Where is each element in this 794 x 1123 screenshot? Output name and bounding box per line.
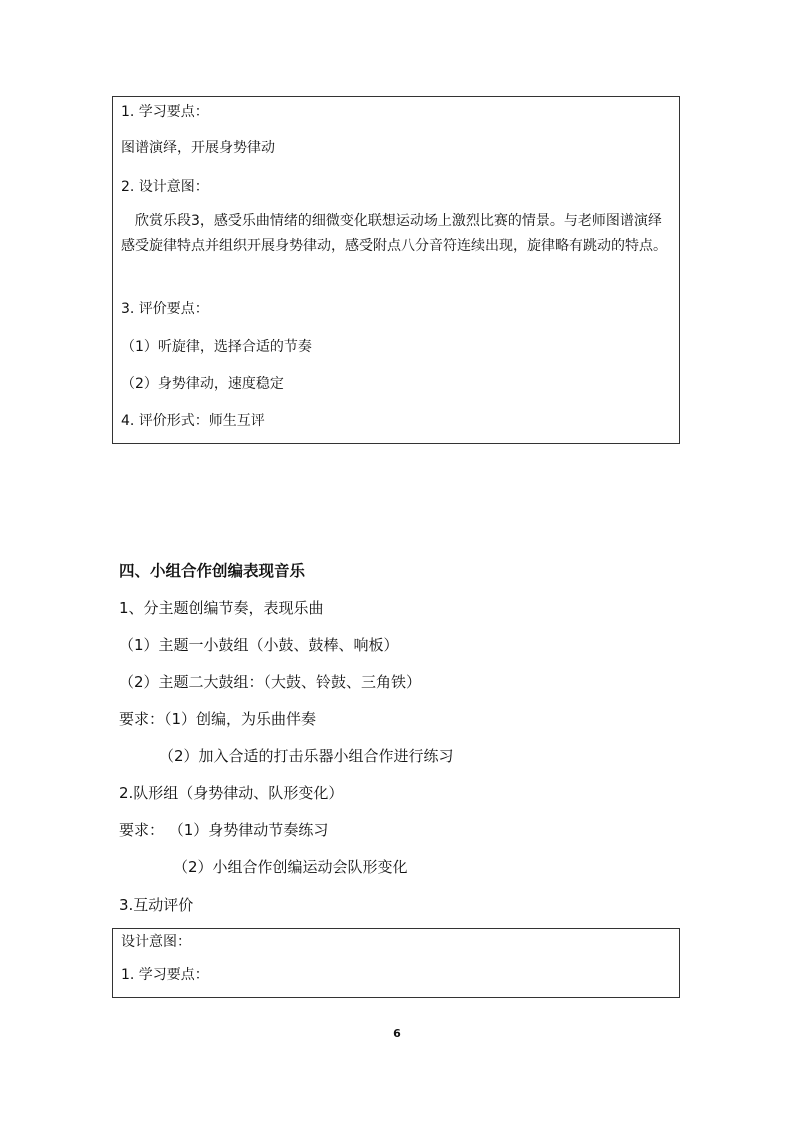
body-line-6: 2.队形组（身势律动、队形变化） <box>119 784 344 802</box>
body-line-4: 要求：（1）创编，为乐曲伴奏 <box>119 710 317 728</box>
evaluation-point-2: （2）身势律动，速度稳定 <box>121 376 284 392</box>
page-number: 6 <box>393 1027 401 1040</box>
body-line-3: （2）主题二大鼓组：（大鼓、铃鼓、三角铁） <box>119 673 422 691</box>
design-intent-paragraph: 欣赏乐段3，感受乐曲情绪的细微变化联想运动场上激烈比赛的情景。与老师图谱演绎感受旋律特点并组织开展身势律动，感受附点八分音符连续出现，旋律略有跳动的特点。 <box>121 213 667 254</box>
learning-points-text: 图谱演绎，开展身势律动 <box>121 140 275 156</box>
design-intent-label: 2. 设计意图： <box>121 179 209 195</box>
body-line-8: （2）小组合作创编运动会队形变化 <box>173 858 408 876</box>
evaluation-point-1: （1）听旋律，选择合适的节奏 <box>121 339 312 355</box>
body-line-2: （1）主题一小鼓组（小鼓、鼓棒、响板） <box>119 636 399 654</box>
design-intent-box-1 <box>112 96 680 444</box>
body-line-5: （2）加入合适的打击乐器小组合作进行练习 <box>159 747 454 765</box>
learning-points-label-2: 1. 学习要点： <box>121 967 209 983</box>
design-intent-box-2 <box>112 928 680 998</box>
learning-points-label: 1. 学习要点： <box>121 104 209 120</box>
section-heading: 四、小组合作创编表现音乐 <box>119 562 306 580</box>
body-line-7: 要求： （1）身势律动节奏练习 <box>119 821 329 839</box>
body-line-1: 1、分主题创编节奏，表现乐曲 <box>119 599 324 617</box>
design-intent-label-2: 设计意图： <box>121 934 191 950</box>
body-line-9: 3.互动评价 <box>119 896 194 914</box>
evaluation-form: 4. 评价形式：师生互评 <box>121 413 265 429</box>
evaluation-points-label: 3. 评价要点： <box>121 301 209 317</box>
